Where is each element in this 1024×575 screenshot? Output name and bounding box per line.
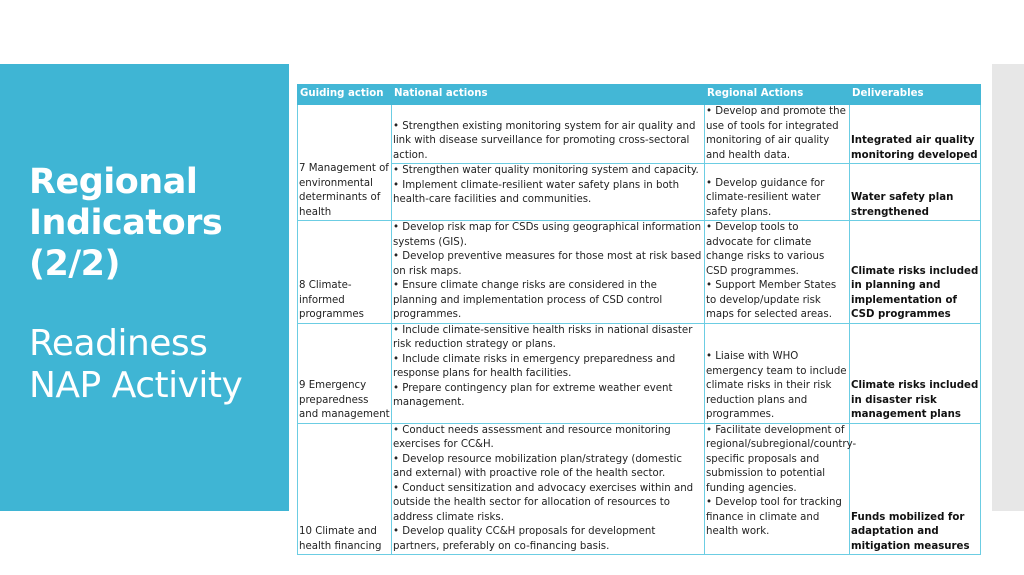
national-actions-cell: [392, 221, 705, 324]
deliverable-cell: Integrated air quality monitoring developed: [850, 105, 981, 164]
bullet-item: • Conduct sensitization and advocacy exercises within and outside the health sector for allocation of resources to address climate risks.: [393, 482, 694, 523]
bullet-item: • Develop quality CC&H proposals for development partners, preferably on co-financing basis.: [393, 526, 656, 552]
slide-title: [29, 162, 279, 285]
scrollbar-track[interactable]: [992, 64, 1024, 511]
table-header-row: [298, 85, 981, 105]
bullet-item: • Develop tool for tracking finance in climate and health work.: [706, 497, 842, 537]
header-regional-actions: Regional Actions: [705, 85, 850, 105]
national-actions-cell: [392, 323, 705, 423]
bullet-item: • Strengthen existing monitoring system for air quality and link with disease surveillance for promoting cross-sectoral action.: [393, 120, 696, 161]
guiding-action-cell: 10 Climate and health financing: [298, 423, 392, 555]
slide-title-block: [29, 162, 279, 407]
bullet-item: • Develop resource mobilization plan/strategy (domestic and external) with proactive role of the health sector.: [393, 453, 682, 479]
bullet-item: • Ensure climate change risks are considered in the planning and implementation process of CSD control programmes.: [393, 280, 663, 320]
title-line: Indicators: [29, 203, 223, 243]
header-deliverables: Deliverables: [850, 85, 981, 105]
bullet-item: • Develop risk map for CSDs using geographical information systems (GIS).: [393, 222, 702, 248]
deliverable-cell: Climate risks included in disaster risk management plans: [850, 323, 981, 423]
regional-actions-cell: [705, 221, 850, 324]
header-national-actions: National actions: [392, 85, 705, 105]
guiding-action-cell: 8 Climate-informed programmes: [298, 221, 392, 324]
national-actions-cell: [392, 105, 705, 164]
bullet-item: • Support Member States to develop/update risk maps for selected areas.: [706, 280, 837, 320]
bullet-item: • Prepare contingency plan for extreme weather event management.: [393, 382, 673, 408]
regional-actions-cell: [705, 164, 850, 221]
subtitle-line: Readiness: [29, 323, 208, 364]
title-line: Regional: [29, 162, 198, 202]
table-row: [298, 105, 981, 164]
regional-actions-cell: [705, 423, 857, 555]
bullet-item: • Develop preventive measures for those most at risk based on risk maps.: [393, 251, 702, 277]
table-row: [298, 323, 981, 423]
subtitle-line: NAP Activity: [29, 365, 243, 406]
bullet-item: • Conduct needs assessment and resource monitoring exercises for CC&H.: [393, 424, 671, 450]
indicators-table: [297, 84, 981, 555]
table-row: [298, 221, 981, 324]
table-row: [298, 423, 981, 555]
bullet-item: • Develop guidance for climate-resilient water safety plans.: [706, 177, 825, 218]
guiding-action-cell: 9 Emergency preparedness and management: [298, 323, 392, 423]
table-row: [298, 164, 981, 221]
national-actions-cell: [392, 423, 705, 555]
bullet-item: • Include climate risks in emergency preparedness and response plans for health facilities.: [393, 353, 676, 379]
national-actions-cell: [392, 164, 705, 221]
slide-subtitle: [29, 323, 279, 407]
bullet-item: • Facilitate development of regional/subregional/country-specific proposals and submission to potential funding agencies.: [706, 424, 857, 494]
bullet-item: • Strengthen water quality monitoring system and capacity.: [393, 165, 699, 176]
deliverable-cell: Funds mobilized for adaptation and mitigation measures: [850, 423, 981, 555]
bullet-item: • Include climate-sensitive health risks in national disaster risk reduction strategy or plans.: [393, 324, 693, 350]
bullet-item: • Implement climate-resilient water safety plans in both health-care facilities and communities.: [393, 179, 680, 205]
deliverable-cell: Climate risks included in planning and implementation of CSD programmes: [850, 221, 981, 324]
bullet-item: • Liaise with WHO emergency team to include climate risks in their risk reduction plans and programmes.: [706, 351, 847, 420]
bullet-item: • Develop tools to advocate for climate change risks to various CSD programmes.: [706, 222, 825, 277]
bullet-item: • Develop and promote the use of tools for integrated monitoring of air quality and health data.: [706, 106, 846, 161]
guiding-action-cell: 7 Management of environmental determinants of health: [298, 105, 392, 221]
title-line: (2/2): [29, 244, 120, 284]
header-guiding-action: Guiding action: [298, 85, 392, 105]
regional-actions-cell: [705, 105, 850, 164]
regional-actions-cell: [705, 323, 850, 423]
deliverable-cell: Water safety plan strengthened: [850, 164, 981, 221]
